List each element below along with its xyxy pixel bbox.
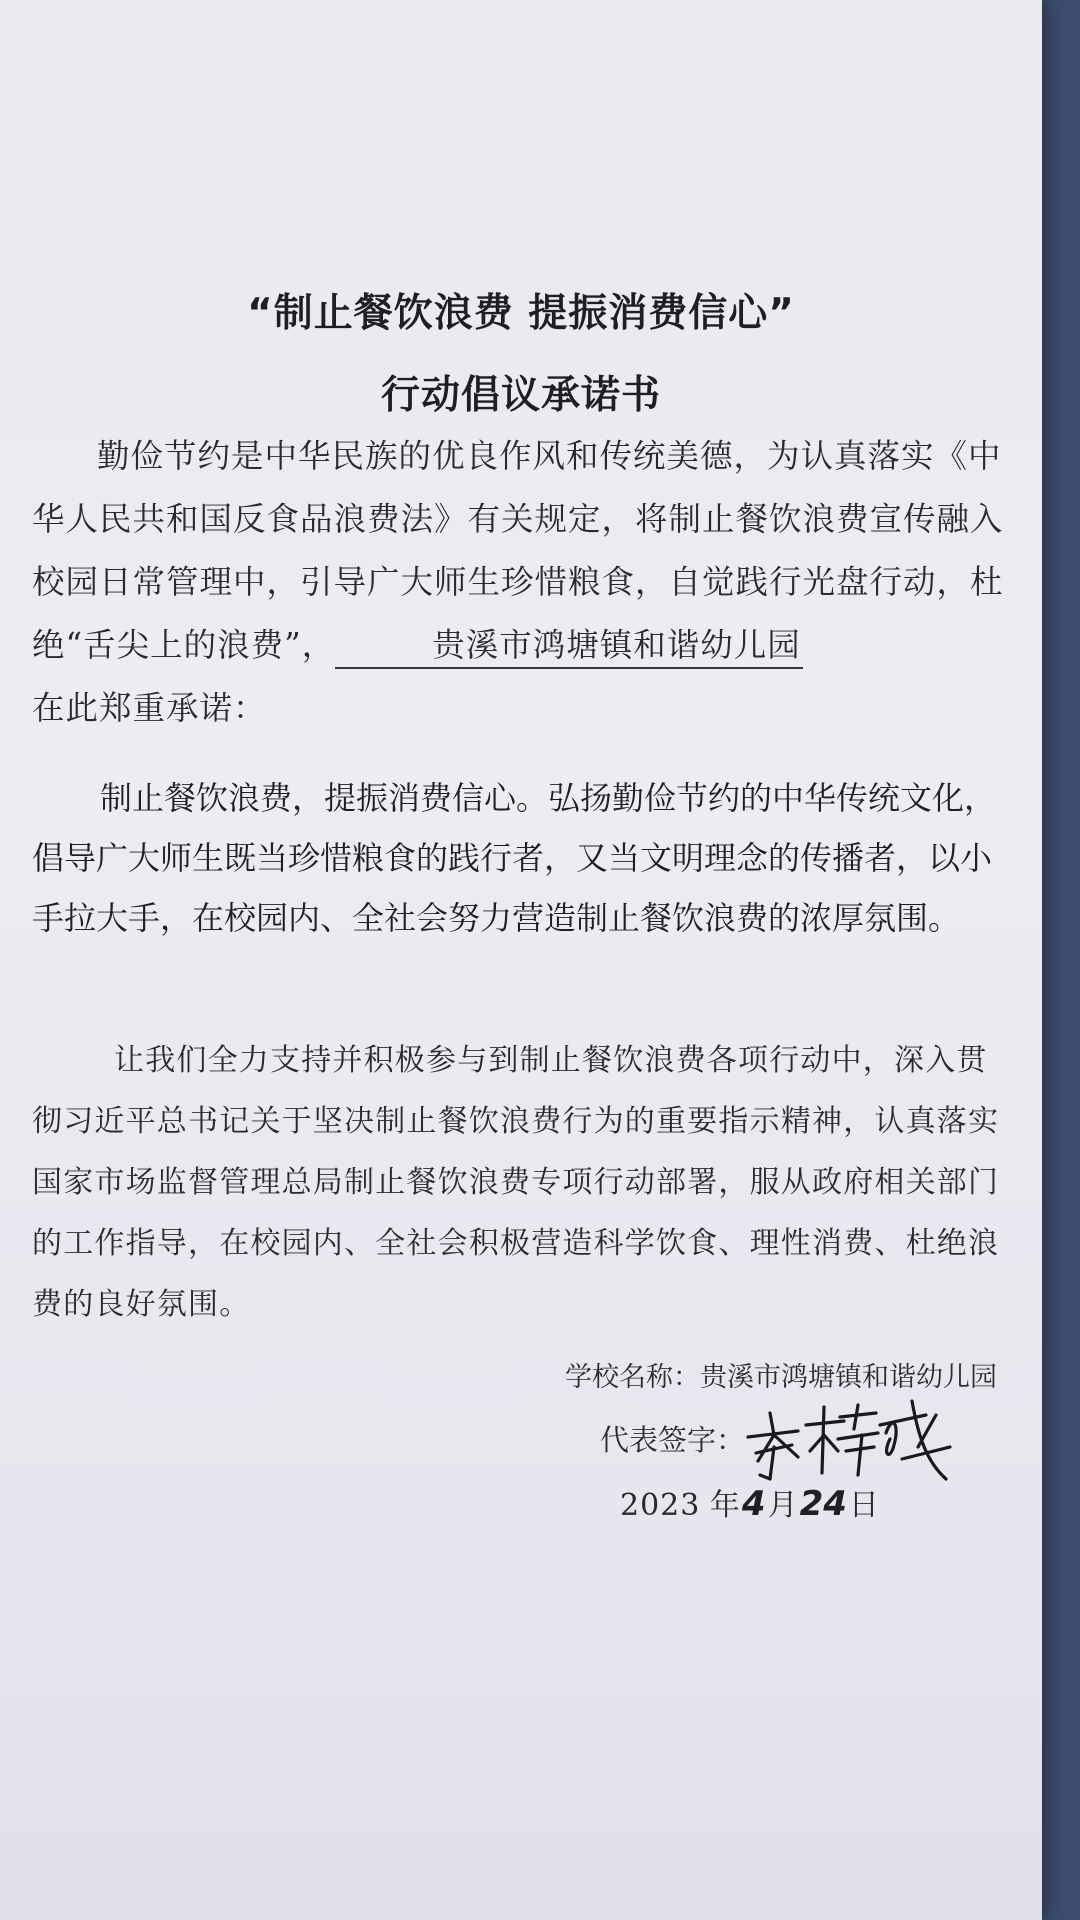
signing-date [620, 1480, 879, 1524]
intro-text: 勤俭节约是中华民族的优良作风和传统美德，为认真落实《中华人民共和国反食品浪费法》有关规定，将制止餐饮浪费宣传融入校园日常管理中，引导广大师生珍惜粮食，自觉践行光盘行动，杜绝“舌尖上的浪费”， [32, 437, 1004, 664]
school-name-label: 学校名称： [565, 1362, 700, 1393]
intro-paragraph [32, 425, 1012, 740]
action-paragraph: 让我们全力支持并积极参与到制止餐饮浪费各项行动中，深入贯彻习近平总书记关于坚决制止餐饮浪费行为的重要指示精神，认真落实国家市场监督管理总局制止餐饮浪费专项行动部署，服从政府相关部门的工作指导，在校园内、全社会积极营造科学饮食、理性消费、杜绝浪费的良好氛围。 [32, 1043, 1000, 1322]
date-year: 2023 [620, 1488, 701, 1523]
document-title-line1: “制止餐饮浪费 提振消费信心” [247, 291, 795, 336]
document-title-line2: 行动倡议承诺书 [380, 373, 661, 418]
date-year-suffix: 年 [709, 1488, 740, 1523]
date-day-suffix: 日 [848, 1488, 879, 1523]
date-month-suffix: 月 [767, 1488, 798, 1523]
intro-school-name: 贵溪市鸿塘镇和谐幼儿园 [335, 623, 803, 669]
handwritten-signature [740, 1395, 960, 1485]
pledge-paragraph: 制止餐饮浪费，提振消费信心。弘扬勤俭节约的中华传统文化，倡导广大师生既当珍惜粮食的践行者，又当文明理念的传播者，以小手拉大手，在校园内、全社会努力营造制止餐饮浪费的浓厚氛围。 [32, 779, 997, 937]
school-name-value: 贵溪市鸿塘镇和谐幼儿园 [700, 1362, 997, 1393]
intro-closing: 在此郑重承诺： [32, 689, 267, 727]
signature-label: 代表签字： [600, 1423, 746, 1457]
school-name-line [565, 1355, 997, 1394]
date-month: 4 [741, 1484, 766, 1524]
date-day: 24 [799, 1484, 847, 1524]
signature-line [600, 1418, 745, 1459]
